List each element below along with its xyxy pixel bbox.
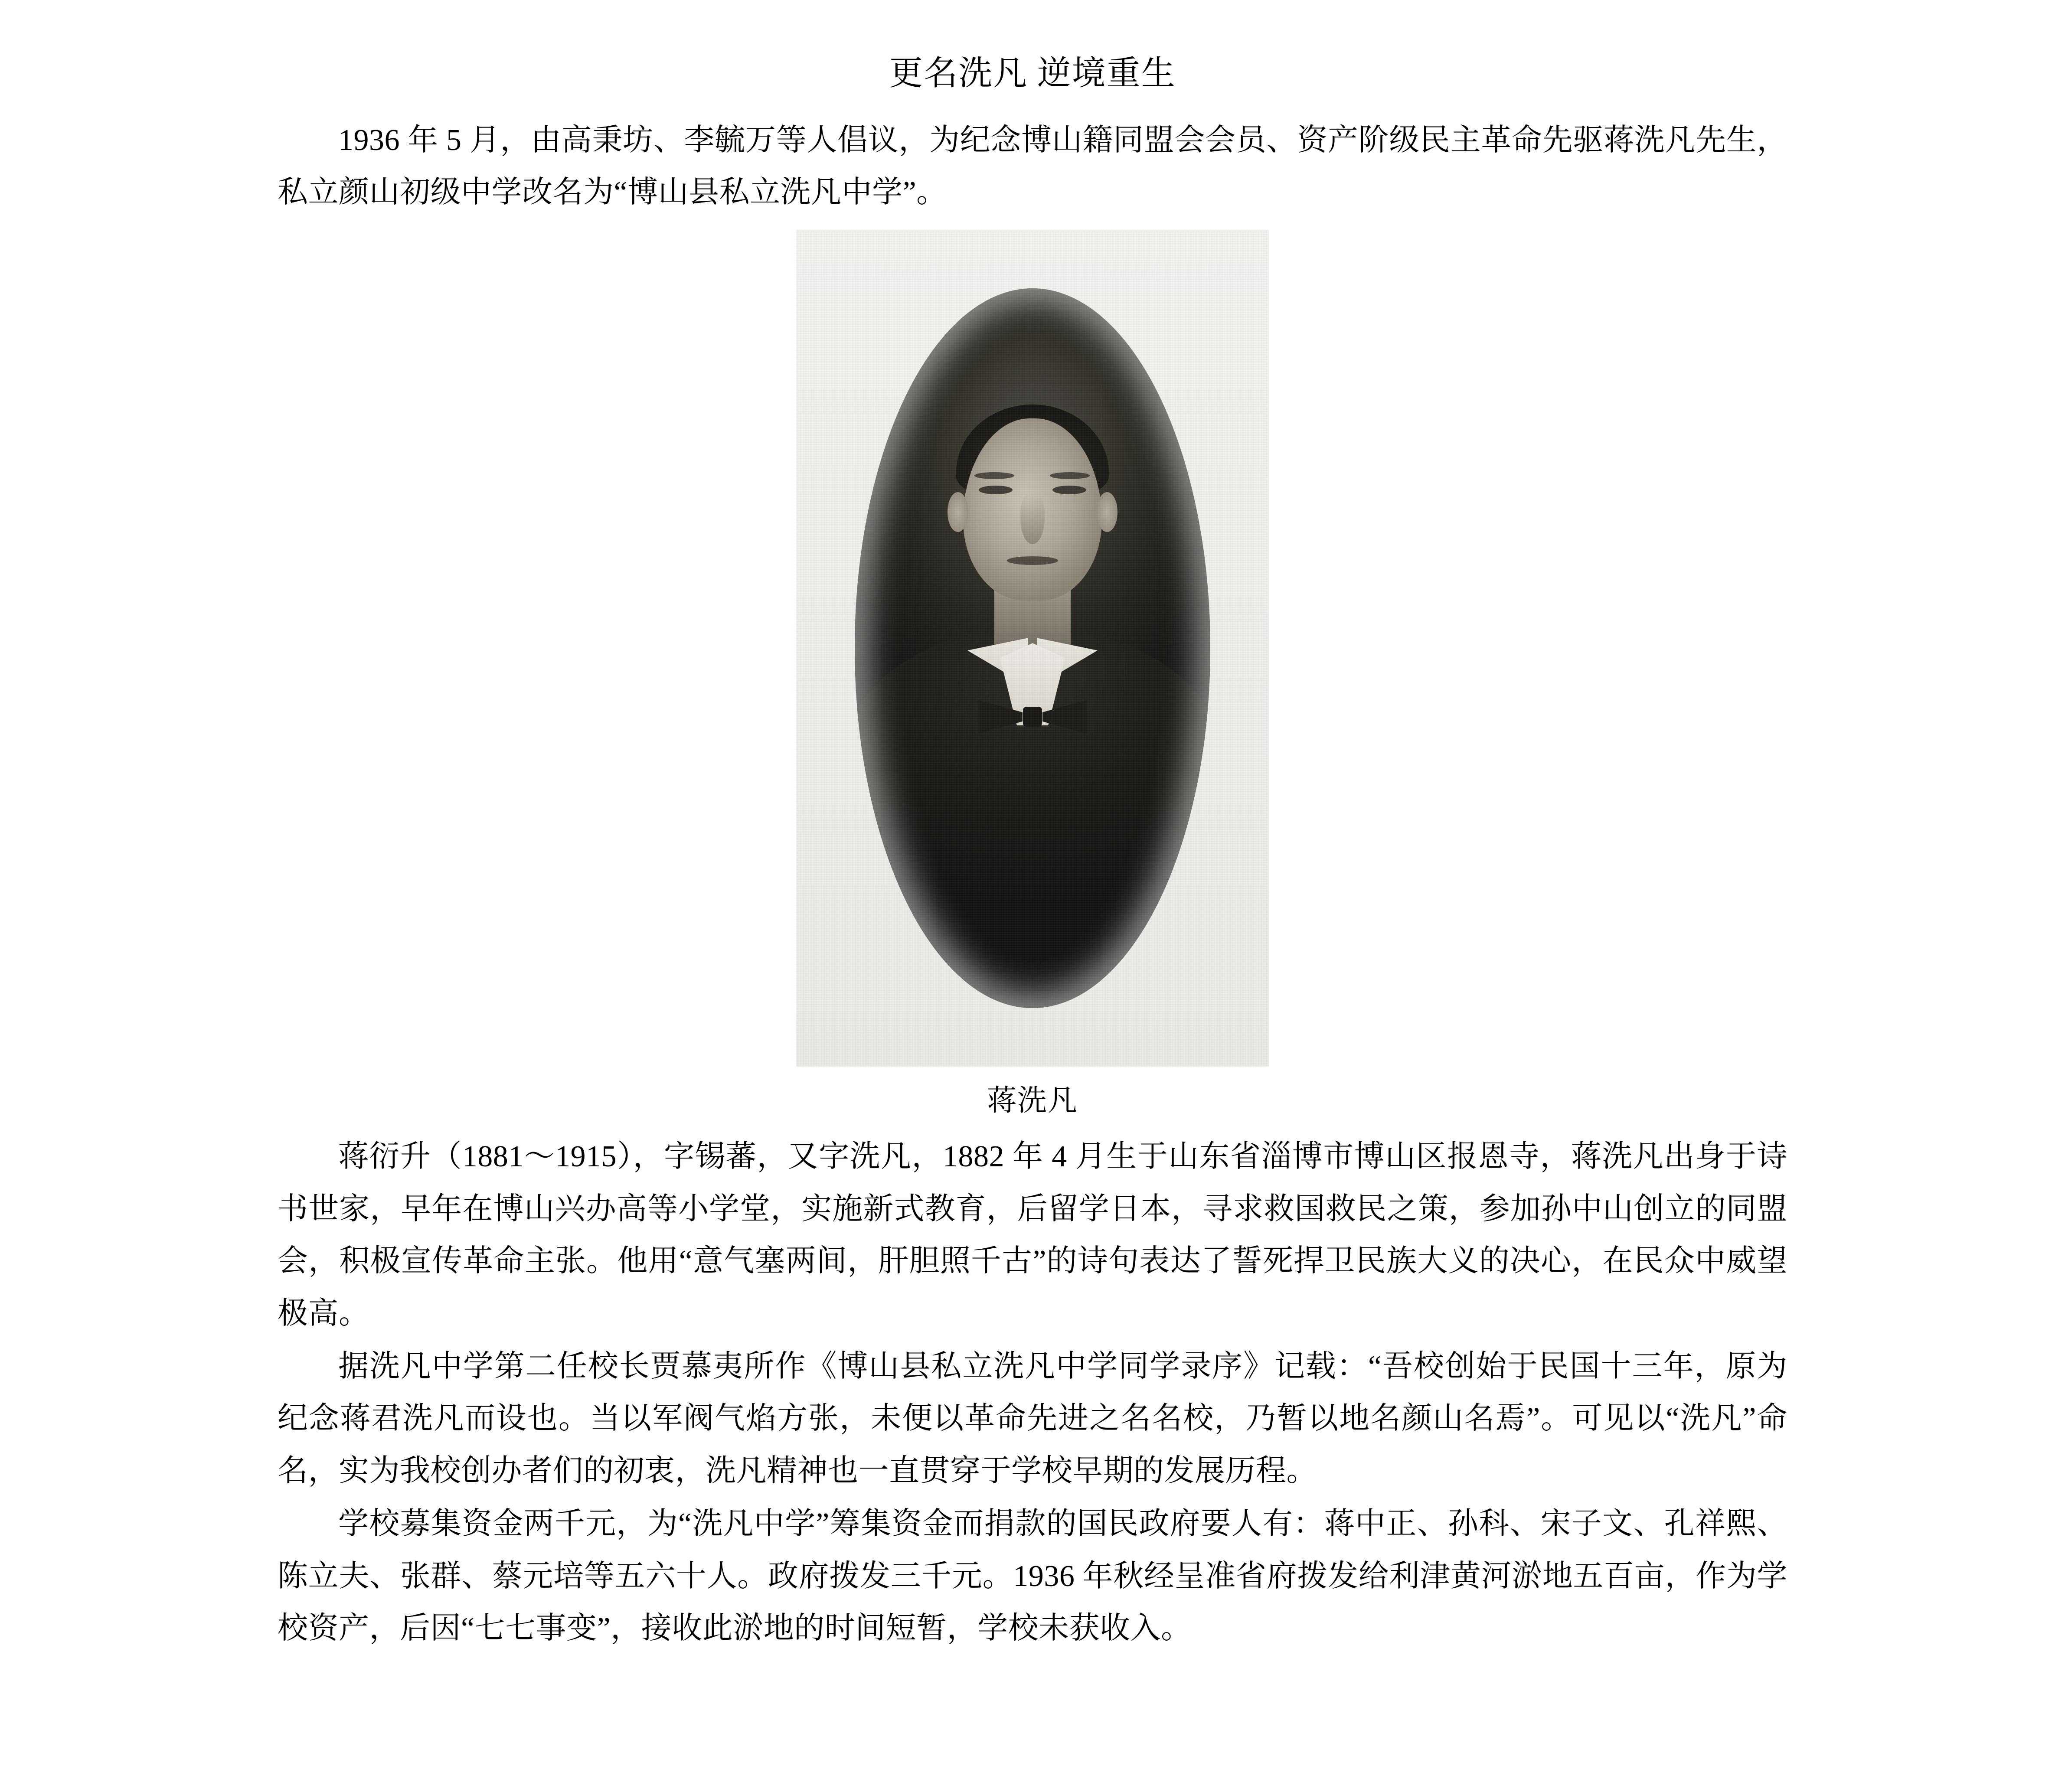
collar-left-shape — [967, 638, 1028, 716]
face-shape — [963, 418, 1102, 601]
collar-right-shape — [1037, 638, 1098, 716]
jacket-shape — [855, 631, 1210, 1008]
bowtie-shape — [978, 696, 1087, 738]
eye-left-shape — [979, 486, 1013, 494]
figure-caption: 蒋洗凡 — [987, 1084, 1078, 1117]
bowtie-left-wing — [978, 698, 1023, 736]
page-title: 更名洗凡 逆境重生 — [889, 54, 1176, 92]
paragraph-2: 蒋衍升（1881～1915），字锡蕃，又字洗凡，1882 年 4 月生于山东省淄博市博山区报恩寺，蒋洗凡出身于诗书世家，早年在博山兴办高等小学堂，实施新式教育，后留学日本，寻求救国救民之策，参加孙中山创立的同盟会，积极宣传革命主张。他用“意气塞两间，肝胆照千古”的诗句表达了誓死捍卫民族大义的决心，在民众中威望极高。 — [278, 1140, 1787, 1330]
eyebrow-right-shape — [1050, 472, 1090, 479]
mouth-shape — [1007, 556, 1058, 565]
eyebrow-left-shape — [974, 472, 1014, 479]
photo-oval-vignette — [855, 288, 1210, 1008]
ear-left-shape — [948, 492, 968, 532]
figure-portrait — [278, 230, 1787, 1121]
ear-right-shape — [1097, 492, 1117, 532]
shirt-front-shape — [1000, 643, 1065, 725]
paragraph-3: 据洗凡中学第二任校长贾慕夷所作《博山县私立洗凡中学同学录序》记载：“吾校创始于民国十三年，原为纪念蒋君洗凡而设也。当以军阀气焰方张，未便以革命先进之名名校，乃暂以地名颜山名焉”。可见以“洗凡”命名，实为我校创办者们的初衷，洗凡精神也一直贯穿于学校早期的发展历程。 — [278, 1350, 1787, 1488]
hair-shape — [956, 405, 1109, 500]
paragraph-1: 1936 年 5 月，由高秉坊、李毓万等人倡议，为纪念博山籍同盟会会员、资产阶级民主革命先驱蒋洗凡先生，私立颜山初级中学改名为“博山县私立洗凡中学”。 — [278, 123, 1787, 209]
bowtie-knot — [1023, 707, 1042, 727]
bowtie-right-wing — [1042, 698, 1087, 736]
portrait-photo — [796, 230, 1269, 1067]
neck-shape — [994, 583, 1071, 657]
eye-right-shape — [1052, 486, 1086, 494]
nose-shape — [1020, 492, 1045, 544]
paragraph-4: 学校募集资金两千元，为“洗凡中学”筹集资金而捐款的国民政府要人有：蒋中正、孙科、宋子文、孔祥熙、陈立夫、张群、蔡元培等五六十人。政府拨发三千元。1936 年秋经呈准省府拨发给利津黄河淤地五百亩，作为学校资产，后因“七七事变”，接收此淤地的时间短暂，学校未获收入。 — [278, 1507, 1787, 1645]
